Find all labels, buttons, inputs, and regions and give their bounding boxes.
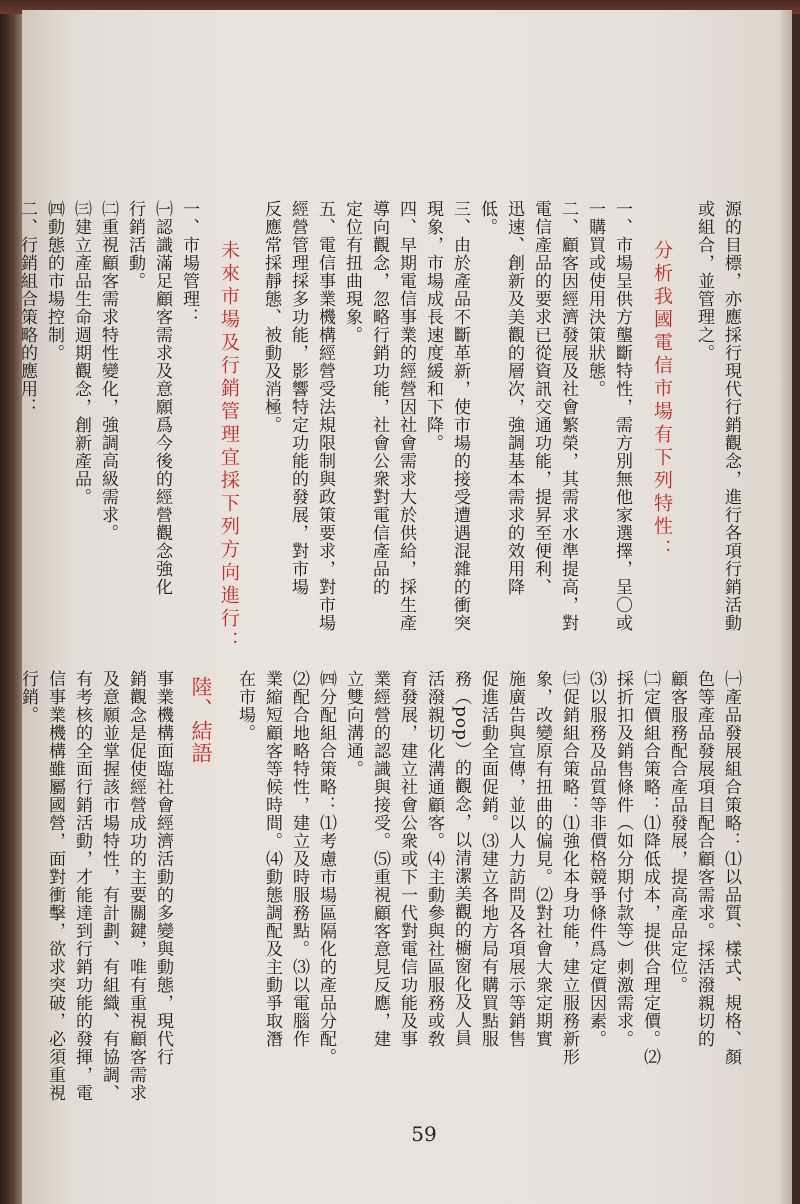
upper-line: 或組合，並管理之。 — [694, 200, 714, 362]
lower-line: 信事業機構雖屬國營，面對衝擊，欲求突破，必須重視 — [45, 670, 65, 1102]
upper-line: 定位有扭曲現象。 — [342, 200, 362, 344]
lower-line: 有考核的全面行銷活動，才能達到行銷功能的發揮，電 — [72, 670, 92, 1102]
upper-line: 三、由於產品不斷革新，使市場的接受遭遇混雜的衝突 — [450, 200, 470, 632]
upper-line: 一購買或使用決策狀態。 — [585, 200, 605, 398]
lower-line: 銷觀念是促使經營成功的主要關鍵，唯有重視顧客需求 — [126, 670, 146, 1102]
lower-line: ㈣分配組合策略：⑴考慮市場區隔化的產品分配。 — [316, 670, 336, 1066]
lower-line: 行銷。 — [18, 670, 38, 724]
upper-line: 低。 — [477, 200, 497, 236]
upper-line: 二、顧客因經濟發展及社會繁榮，其需求水準提高，對 — [558, 200, 578, 632]
lower-line: ㈢促銷組合策略：⑴強化本身功能，建立服務新形 — [559, 670, 579, 1066]
upper-line: 電信產品的要求已從資訊交通功能，提昇至便利、 — [531, 200, 551, 596]
upper-line: 四、早期電信事業的經營因社會需求大於供給，採生產 — [396, 200, 416, 632]
upper-line: ㈣動態的市場控制。 — [44, 200, 64, 362]
section-heading-conclusion: 陸、結語 — [189, 676, 213, 764]
upper-line: 現象，市場成長速度緩和下降。 — [423, 200, 443, 452]
book-page — [17, 10, 792, 1204]
upper-line: ㈢建立產品生命週期觀念，創新產品。 — [71, 200, 91, 506]
upper-line: 經營管理採多功能，影響特定功能的發展，對市場 — [288, 200, 308, 596]
lower-line: ⑵配合地略特性，建立及時服務點。⑶以電腦作 — [289, 670, 309, 1048]
upper-line: 反應常採靜態、被動及消極。 — [261, 200, 281, 434]
upper-line: 二、行銷組合策略的應用： — [17, 200, 37, 416]
lower-line: 活潑親切化溝通顧客。⑷主動參與社區服務或敎 — [424, 670, 444, 1048]
lower-line: 立雙向溝通。 — [343, 670, 363, 778]
upper-line: 迅速、創新及美觀的層次，強調基本需求的效用降 — [504, 200, 524, 596]
lower-line: 及意願並掌握該市場特性，有計劃、有組織、有協調、 — [99, 670, 119, 1102]
lower-line: 施廣告與宣傳，並以人力訪問及各項展示等銷售 — [505, 670, 525, 1048]
upper-line: ㈠認識滿足顧客需求及意願爲今後的經營觀念強化 — [152, 200, 172, 596]
lower-line: 色等產品發展項目配合顧客需求。採活潑親切的 — [694, 670, 714, 1048]
page-number: 59 — [411, 1122, 437, 1146]
upper-text-block — [17, 200, 742, 670]
upper-line: 一、市場管理： — [179, 200, 199, 326]
upper-red-heading: 未來市場及行銷管理宜採下列方向進行： — [218, 240, 240, 654]
upper-line: 行銷活動。 — [125, 200, 145, 290]
lower-line: 事業機構面臨社會經濟活動的多變與動態，現代行 — [153, 670, 173, 1066]
lower-line: 象，改變原有扭曲的偏見。⑵對社會大衆定期實 — [532, 670, 552, 1048]
upper-line: 一、市場呈供方壟斷特性，需方別無他家選擇，呈〇或 — [612, 200, 632, 632]
lower-line: ㈠產品發展組合策略：⑴以品質、樣式、規格、顏 — [721, 670, 741, 1066]
lower-line: 顧客服務配合產品發展，提高產品定位。 — [667, 670, 687, 994]
lower-line: ⑶以服務及品質等非價格競爭條件爲定價因素。 — [586, 670, 606, 1048]
upper-line: ㈡重視顧客需求特性變化，強調高級需求。 — [98, 200, 118, 542]
upper-red-heading: 分析我國電信市場有下列特性： — [651, 240, 673, 562]
upper-line: 五、電信事業機構經營受法規限制與政策要求，對市場 — [315, 200, 335, 632]
upper-line: 源的目標，亦應採行現代行銷觀念，進行各項行銷活動 — [721, 200, 741, 632]
lower-line: 促進活動全面促銷。⑶建立各地方局有購買點服 — [478, 670, 498, 1048]
lower-line: 務（pop）的觀念，以清潔美觀的櫥窗化及人員 — [451, 670, 471, 1047]
lower-line: 育發展，建立社會公衆或下一代對電信功能及事 — [397, 670, 417, 1048]
lower-text-block — [18, 670, 742, 1102]
lower-line: 業縮短顧客等候時間。⑷動態調配及主動爭取潛 — [262, 670, 282, 1048]
lower-line: 採折扣及銷售條件（如分期付款等）刺激需求。 — [613, 670, 633, 1048]
lower-line: ㈡定價組合策略：⑴降低成本，提供合理定價。⑵ — [640, 670, 660, 1066]
lower-line: 業經營的認識與接受。⑸重視顧客意見反應，建 — [370, 670, 390, 1048]
lower-line: 在市場。 — [235, 670, 255, 742]
upper-line: 導向觀念，忽略行銷功能，社會公衆對電信產品的 — [369, 200, 389, 596]
